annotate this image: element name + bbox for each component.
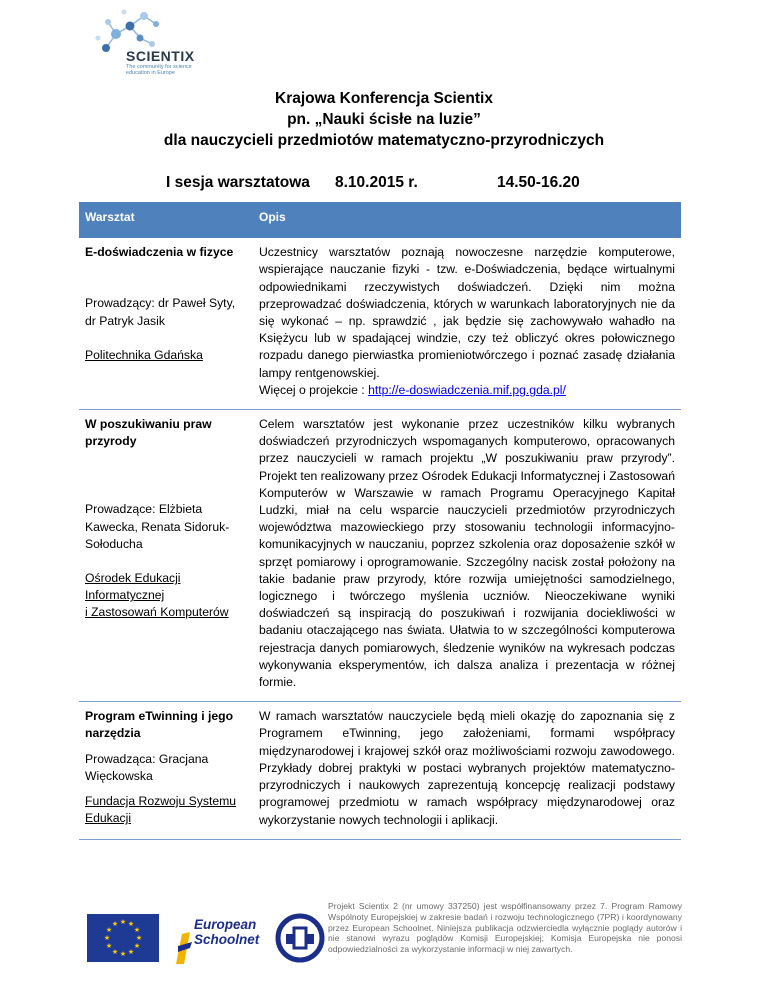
workshop-institution-line2: i Zastosowań Komputerów (85, 605, 229, 620)
workshop-table (79, 202, 681, 840)
workshop-institution: Fundacja Rozwoju Systemu Edukacji (85, 794, 237, 826)
cofinancing-emblem-icon (272, 910, 328, 966)
workshop-description: Celem warsztatów jest wykonanie przez uczestników kilku wybranych doświadczeń przyrodniczych wspomaganych komputerowo, opracowanych przez nauczycieli w ramach projektu „W poszukiwaniu praw przyrody”. Projekt ten realizowany przez Ośrodek Edukacji Informatycznej i Zastosowań Komputerów w Warszawie w ramach Programu Operacyjnego Kapitał Ludzki, miał na celu wsparcie nauczycieli przedmiotów przyrodniczych województwa mazowieckiego przy stosowaniu technologii informacyjno-komunikacyjnych w nauczaniu, poprzez szkolenia oraz doposażenie szkół w sprzęt pomiarowy i oprogramowanie. Szczególny nacisk został położony na takie badanie praw przyrody, które rozwija umiejętności samodzielnego, logicznego i twórczego myślenia uczniów. Nieoczekiwane wyniki doświadczeń są inspiracją do poszukiwań i rozwijania dociekliwości w badaniu otaczającego nas świata. Ułatwia to w szczególności komputerowa rejestracja danych pomiarowych, śledzenie wyników na wykresach podczas wykonywania eksperymentów, ich dalsza analiza i prezentacja w różnej formie. (259, 417, 675, 690)
description-cell (253, 702, 681, 839)
svg-text:★: ★ (133, 942, 141, 950)
svg-text:★: ★ (135, 934, 143, 942)
workshop-leaders: Prowadzące: Elżbieta Kawecka, Renata Sidoruk-Sołoducha (85, 502, 230, 551)
esn-word-2: Schoolnet (194, 932, 260, 947)
svg-text:★: ★ (119, 918, 127, 926)
table-row (79, 238, 681, 409)
svg-text:★: ★ (119, 950, 127, 958)
workshop-cell (79, 410, 253, 702)
table-header-row (79, 202, 681, 238)
workshop-institution: Ośrodek Edukacji Informatycznej (85, 571, 181, 603)
funding-disclaimer: Projekt Scientix 2 (nr umowy 337250) jest współfinansowany przez 7. Program Ramowy Wspólnoty Europejskiej w zakresie badań i rozwoju technologicznego (7PR) i koordynowany przez European Schoolnet. Niniejsza publikacja odzwierciedla wyłącznie poglądy autorów i nie stanowi wyrazu poglądów Komisji Europejskiej; Komisja Europejska nie ponosi odpowiedzialności za wykorzystanie informacji w niej zawartych. (328, 901, 682, 955)
title-line-1: Krajowa Konferencja Scientix (275, 90, 493, 107)
workshop-institution: Politechnika Gdańska (85, 347, 203, 362)
description-cell (253, 238, 681, 409)
table-row (79, 410, 681, 702)
workshop-cell (79, 702, 253, 839)
svg-text:★: ★ (105, 926, 113, 934)
session-date: 8.10.2015 r. (335, 174, 418, 191)
header-description: Opis (253, 202, 681, 238)
title-line-3: dla nauczycieli przedmiotów matematyczno-przyrodniczych (163, 132, 605, 149)
svg-text:★: ★ (127, 920, 135, 928)
more-info-label: Więcej o projekcie : (259, 382, 369, 397)
conference-title (0, 88, 768, 151)
workshop-name: E-doświadczenia w fizyce (85, 245, 234, 260)
esn-word-1: European (194, 917, 257, 932)
scientix-logo (86, 4, 236, 82)
table-row (79, 702, 681, 839)
logo-tagline: The community for science education in Europe (126, 64, 192, 76)
svg-text:★: ★ (133, 926, 141, 934)
svg-text:★: ★ (111, 920, 119, 928)
schoolnet-figure-icon (172, 926, 196, 966)
workshop-name: W poszukiwaniu praw przyrody (85, 417, 212, 449)
description-cell (253, 410, 681, 702)
eu-flag-icon (87, 914, 159, 962)
logo-wordmark: SCIENTIX (126, 48, 195, 64)
workshop-leaders: Prowadząca: Gracjana Więckowska (85, 751, 209, 783)
session-name: I sesja warsztatowa (166, 174, 310, 191)
header-workshop: Warsztat (79, 202, 253, 238)
svg-text:★: ★ (127, 948, 135, 956)
eu-stars (87, 914, 159, 962)
workshop-description: W ramach warsztatów nauczyciele będą mieli okazję do zapoznania się z Programem eTwinning, jego założeniami, formami współpracy międzynarodowej i krajowej szkół oraz możliwościami rozwoju zawodowego. Przykłady dobrej praktyki w postaci wybranych projektów matematyczno-przyrodniczych i naukowych zaprezentują koncepcję realizacji podstawy programowej przedmiotu w ramach współpracy międzynarodowej oraz wykorzystanie nowych technologii i aplikacji. (259, 709, 675, 827)
svg-text:★: ★ (105, 942, 113, 950)
european-schoolnet-logo (172, 912, 262, 966)
workshop-name: Program eTwinning i jego narzędzia (85, 709, 234, 741)
svg-text:★: ★ (103, 934, 111, 942)
title-line-2: pn. „Nauki ścisłe na luzie” (287, 111, 481, 128)
project-link[interactable]: http://e-doswiadczenia.mif.pg.gda.pl/ (368, 382, 566, 397)
session-time: 14.50-16.20 (497, 174, 580, 191)
workshop-cell (79, 238, 253, 409)
svg-text:★: ★ (111, 948, 119, 956)
workshop-description: Uczestnicy warsztatów poznają nowoczesne narzędzie komputerowe, wspierające nauczanie fizyki - tzw. e-Doświadczenia, będące wirtualnymi odpowiednikami rzeczywistych doświadczeń. Dzięki nim można przeprowadzać doświadczenia, których w warunkach laboratoryjnych nie da się wykonać – np. sprawdzić , jak będzie się zachowywało wahadło na Księżycu lub w spadającej windzie, czy też obliczyć okres połowicznego rozpadu danego pierwiastka promieniotwórczego i poznać zasadę działania lampy rentgenowskiej. (259, 245, 675, 380)
workshop-leaders: Prowadzący: dr Paweł Syty, dr Patryk Jasik (85, 296, 236, 328)
